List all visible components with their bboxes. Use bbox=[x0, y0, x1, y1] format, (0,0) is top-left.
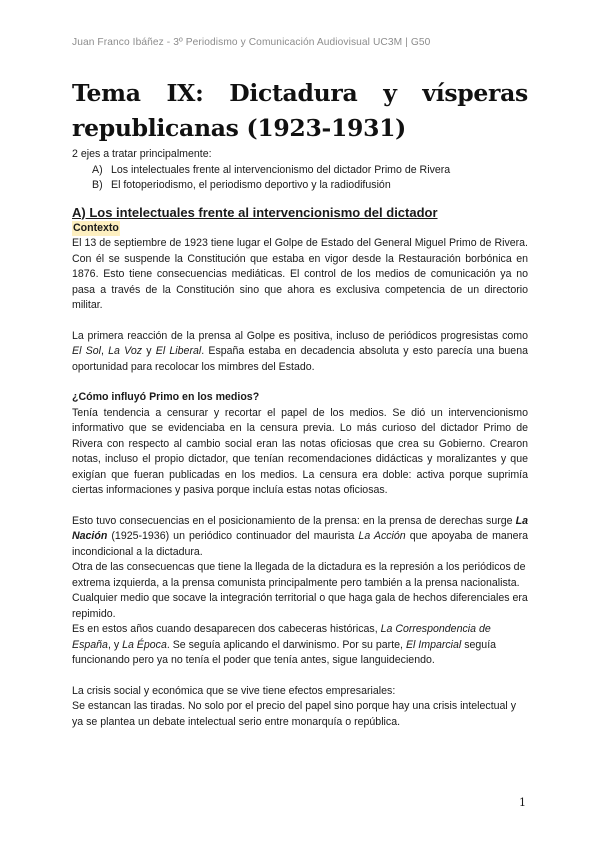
list-marker: A) bbox=[92, 163, 103, 176]
document-title bbox=[72, 76, 528, 146]
topics-list bbox=[72, 163, 528, 194]
newspaper-name: La Acción bbox=[358, 530, 406, 542]
list-item bbox=[92, 178, 528, 194]
document-body bbox=[72, 147, 528, 730]
question-heading: ¿Cómo influyó Primo en los medios? bbox=[72, 391, 260, 403]
paragraph-1: El 13 de septiembre de 1923 tiene lugar el Golpe de Estado del General Miguel Primo de Rivera. Con él se suspende la Constitución que estaba en vigor desde la Restauración borbónica en 1876. Esto tiene consecuencias mediáticas. El control de los medios de comunicación ya no pasa a través de la Constitución sino que ahora es exclusiva competencia de un directorio militar. bbox=[72, 237, 528, 311]
section-heading: A) Los intelectuales frente al intervencionismo del dictador bbox=[72, 204, 438, 220]
paragraph-8: Se estancan las tiradas. No solo por el precio del papel sino porque hay una crisis intelectual y ya se plantea un debate intelectual serio entre monarquía o república. bbox=[72, 700, 517, 728]
paragraph-6: Es en estos años cuando desaparecen dos cabeceras históricas, La Correspondencia de España, y La Época. Se seguía aplicando el darwinismo. Por su parte, El Imparcial seguía funcionando pero ya no tenía el poder que tenía antes, sigue languideciendo. bbox=[72, 623, 497, 666]
newspaper-name: El Liberal bbox=[155, 345, 202, 357]
list-marker: B) bbox=[92, 179, 103, 191]
paragraph-7: La crisis social y económica que se vive tiene efectos empresariales: bbox=[72, 684, 396, 697]
list-item-text: El fotoperiodismo, el periodismo deportivo y la radiodifusión bbox=[111, 179, 391, 191]
contexto-highlight: Contexto bbox=[72, 221, 120, 237]
paragraph-2: La primera reacción de la prensa al Golpe es positiva, incluso de periódicos progresistas como El Sol, La Voz y El Liberal. España estaba en decadencia absoluta y esto parecía una buena oportunidad para recolocar los mimbres del Estado. bbox=[72, 329, 528, 373]
newspaper-name: La Época bbox=[122, 638, 167, 651]
intro-text: 2 ejes a tratar principalmente: bbox=[72, 148, 212, 160]
newspaper-name: El Imparcial bbox=[405, 638, 462, 651]
list-item bbox=[92, 163, 528, 179]
newspaper-name: La Voz bbox=[108, 345, 143, 357]
page-number: 1 bbox=[519, 796, 526, 809]
newspaper-name: La Correspondencia de España bbox=[72, 623, 491, 651]
title-line-1: Tema IX: Dictadura y vísperas bbox=[72, 79, 528, 107]
newspaper-name: El Sol bbox=[72, 345, 101, 357]
paragraph-4: Esto tuvo consecuencias en el posicionamiento de la prensa: en la prensa de derechas surge La Nación (1925-1936) un periódico continuador del maurista La Acción que apoyaba de manera incondicional a la dictadura. bbox=[72, 514, 528, 558]
newspaper-name: La Nación bbox=[72, 514, 528, 542]
page-header: Juan Franco Ibáñez - 3º Periodismo y Comunicación Audiovisual UC3M | G50 bbox=[72, 37, 431, 48]
list-item-text: Los intelectuales frente al intervencionismo del dictador Primo de Rivera bbox=[111, 163, 451, 176]
paragraph-5: Otra de las consecuencas que tiene la llegada de la dictadura es la represión a los periódicos de extrema izquierda, a la prensa comunista principalmente pero también a la prensa nacionalista. Cualquier medio que socave la integración territorial o que haga gala de hechos diferenciales era repimido. bbox=[72, 561, 528, 620]
title-line-2: republicanas (1923-1931) bbox=[72, 114, 406, 142]
paragraph-3: Tenía tendencia a censurar y recortar el papel de los medios. Se dió un intervencionismo informativo que se evidenciaba en la censura previa. Lo más curioso del dictador Primo de Rivera con respecto al cambio social eran las notas oficiosas que crea su Gobierno. Crearon notas, incluso el propio dictador, que tenían recomendaciones didácticas y moralizantes y que exigían que fueran publicadas en los medios. La censura era doble: activa porque suprimía ciertas informaciones y pasiva porque incluía estas notas oficiosas. bbox=[72, 406, 528, 496]
